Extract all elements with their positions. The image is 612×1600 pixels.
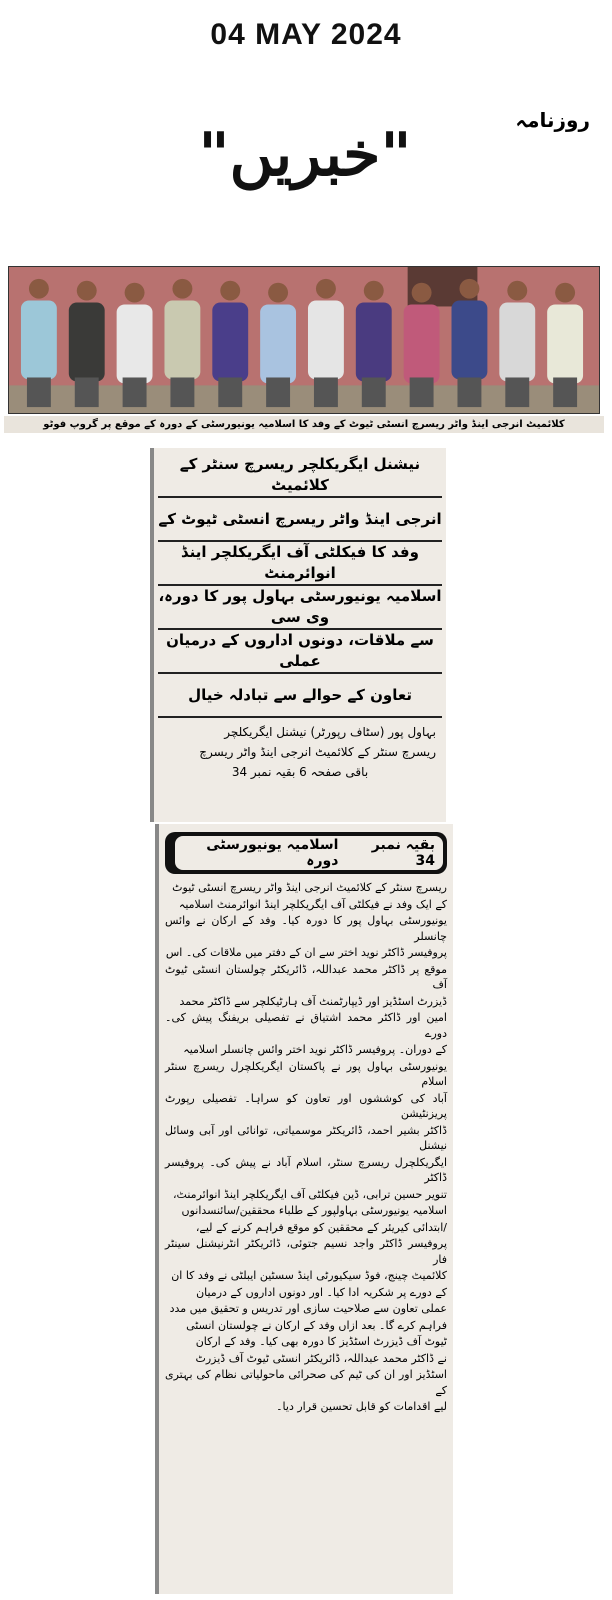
body-line: /ابتدائی کیریئر کے محققین کو موقع فراہم کرنے کے لیے، <box>195 1220 447 1234</box>
headline-box <box>150 448 446 822</box>
body-line: یونیورسٹی بہاول پور کا دورہ کیا۔ وفد کے ارکان نے وائس چانسلر <box>165 914 447 943</box>
headline-line: تعاون کے حوالے سے تبادلہ خیال <box>158 674 442 718</box>
headline-line: انرجی اینڈ واٹر ریسرچ انسٹی ٹیوٹ کے <box>158 498 442 542</box>
byline-line: بہاول پور (سٹاف رپورٹر) نیشنل ایگریکلچر <box>224 725 436 739</box>
body-line: یونیورسٹی بہاول پور نے پاکستان ایگریکلچرل ریسرچ سنٹر اسلام <box>165 1059 447 1088</box>
photo-caption: کلائمیٹ انرجی اینڈ واٹر ریسرچ انسٹی ٹیوٹ کے وفد کا اسلامیہ یونیورسٹی کے دورہ کے موقع پر گروپ فوٹو <box>4 416 604 433</box>
body-line: کے ایک وفد نے فیکلٹی آف ایگریکلچر اینڈ انوائرمنٹ اسلامیہ <box>178 897 447 911</box>
body-line: ٹیوٹ آف ڈیزرٹ اسٹڈیز کا دورہ بھی کیا۔ وفد کے ارکان <box>195 1335 447 1348</box>
body-line: نے ڈاکٹر محمد عبداللہ، ڈائریکٹر انسٹی ٹیوٹ آف ڈیزرٹ <box>195 1351 447 1365</box>
continued-note: باقی صفحہ 6 بقیہ نمبر 34 <box>231 765 369 779</box>
body-line: پروفیسر ڈاکٹر نوید اختر سے ان کے دفتر میں ملاقات کی۔ اس <box>165 946 447 959</box>
group-photo-illustration <box>9 267 599 413</box>
newspaper-masthead: "خبریں" <box>198 120 412 190</box>
body-line: عملی تعاون سے صلاحیت سازی اور تدریس و تحقیق میں مدد <box>169 1302 447 1315</box>
continuation-title: اسلامیہ یونیورسٹی دورہ <box>206 837 339 869</box>
body-line: موقع پر ڈاکٹر محمد عبداللہ، ڈائریکٹر چولستان انسٹی ٹیوٹ آف <box>165 962 447 991</box>
body-line: آباد کی کوششوں اور تعاون کو سراہا۔ تفصیلی رپورٹ پریزنٹیشن <box>165 1091 447 1120</box>
body-line: کے دورے پر شکریہ ادا کیا۔ اور دونوں اداروں کے درمیان <box>196 1285 447 1299</box>
headline-line: سے ملاقات، دونوں اداروں کے درمیان عملی <box>158 630 442 674</box>
body-line: اسٹڈیز اور ان کی ٹیم کی صحرائی ماحولیاتی نظام کی بہتری کے <box>165 1368 447 1397</box>
newspaper-prefix: روزنامہ <box>515 108 590 132</box>
body-line: ریسرچ سنٹر کے کلائمیٹ انرجی اینڈ واٹر ریسرچ انسٹی ٹیوٹ <box>172 881 447 894</box>
body-line: پروفیسر ڈاکٹر واجد نسیم جتوئی، ڈائریکٹر انٹرنیشنل سینٹر فار <box>165 1237 447 1266</box>
body-line: امین اور ڈاکٹر محمد اشتیاق نے تفصیلی بریفنگ پیش کی۔ دورے <box>165 1011 447 1040</box>
headline-line: اسلامیہ یونیورسٹی بہاول پور کا دورہ، وی سی <box>158 586 442 630</box>
body-line: فراہم کرے گا۔ بعد ازاں وفد کے ارکان نے چولستان انسٹی <box>186 1318 447 1332</box>
body-line: لیے اقدامات کو قابل تحسین قرار دیا۔ <box>276 1400 447 1413</box>
body-line: ڈاکٹر بشیر احمد، ڈائریکٹر موسمیاتی، توانائی اور آبی وسائل نیشنل <box>165 1123 447 1152</box>
clipping-date: 04 MAY 2024 <box>210 18 402 51</box>
article-body <box>155 824 453 1594</box>
byline-line: ریسرچ سنٹر کے کلائمیٹ انرجی اینڈ واٹر ریسرچ <box>199 745 436 759</box>
headline-line: وفد کا فیکلٹی آف ایگریکلچر اینڈ انوائرمنٹ <box>158 542 442 586</box>
body-line: کے دوران۔ پروفیسر ڈاکٹر نوید اختر وائس چانسلر اسلامیہ <box>183 1043 447 1056</box>
group-photo <box>8 266 600 414</box>
body-line: ڈیزرٹ اسٹڈیز اور ڈیپارٹمنٹ آف ہارٹیکلچر سے ڈاکٹر محمد <box>179 994 447 1008</box>
body-line: ایگریکلچرل ریسرچ سنٹر، اسلام آباد نے پیش کی۔ پروفیسر ڈاکٹر <box>165 1155 447 1184</box>
continuation-banner <box>165 832 447 874</box>
body-line: اسلامیہ یونیورسٹی بہاولپور کے طلباء محققین/سائنسدانوں <box>181 1204 447 1217</box>
headline-line: نیشنل ایگریکلچر ریسرچ سنٹر کے کلائمیٹ <box>158 454 442 498</box>
continuation-label: بقیہ نمبر 34 <box>371 837 435 869</box>
byline <box>158 718 442 782</box>
body-line: کلائمیٹ چینج، فوڈ سیکیورٹی اینڈ سسٹین ایبلٹی نے وفد کا ان <box>171 1269 447 1282</box>
body-line: تنویر حسین ترابی، ڈین فیکلٹی آف ایگریکلچر اینڈ انوائرمنٹ، <box>173 1187 447 1201</box>
